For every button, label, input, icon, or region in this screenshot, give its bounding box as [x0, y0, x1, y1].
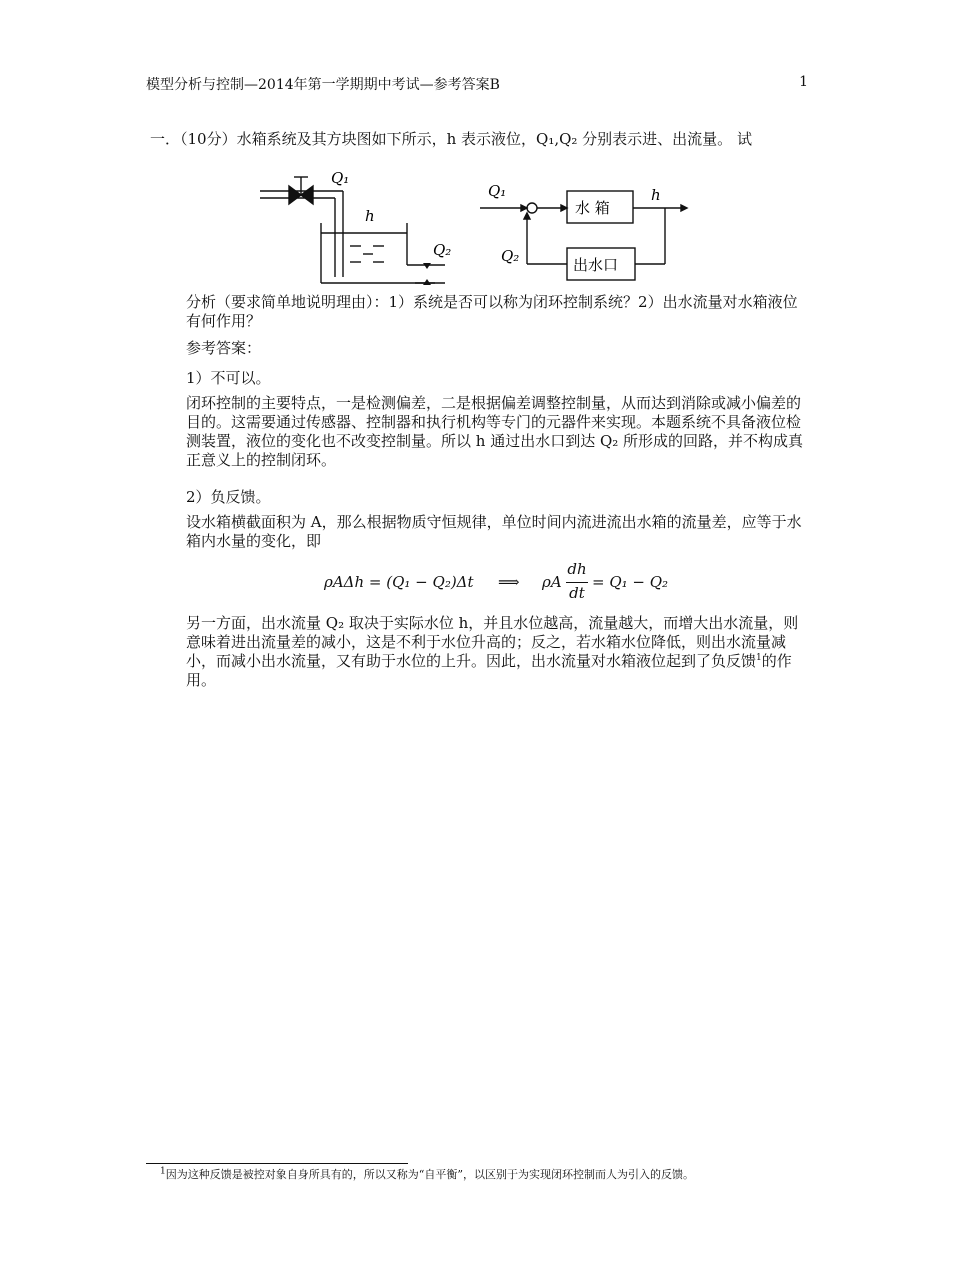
- tank-outflow-label: Q₂: [433, 241, 452, 259]
- tank-block-label: 水 箱: [575, 199, 610, 217]
- footnote-mark: 1: [160, 1166, 166, 1177]
- conclusion-text: 另一方面，出水流量 Q₂ 取决于实际水位 h，并且水位越高，流量越大，而增大出水流量，则意味着进出流量差的减小，这是不利于水位升高的；反之，若水箱水位降低，则出水流量减小，而减小出水流量，又有助于水位的上升。因此，出水流量对水箱液位起到了负反馈: [186, 614, 799, 670]
- equation-implies: ⟹: [498, 573, 520, 591]
- page-number: 1: [799, 74, 808, 90]
- page-header: [146, 74, 808, 98]
- equation: [320, 560, 720, 606]
- equation-fraction-bar: [566, 582, 588, 583]
- answer-part2-label: 2）负反馈。: [186, 488, 271, 506]
- tank-level-label: h: [365, 207, 375, 225]
- conclusion-ending: 的作用。: [186, 652, 792, 689]
- equation-fraction-denominator: dt: [569, 584, 585, 602]
- equation-right-prefix: ρA: [542, 573, 562, 591]
- block-input-label: Q₁: [488, 182, 507, 200]
- answer-part1-label: 1）不可以。: [186, 369, 271, 387]
- answer-part1-text: 闭环控制的主要特点，一是检测偏差，二是根据偏差调整控制量，从而达到消除或减小偏差的目的。这需要通过传感器、控制器和执行机构等专门的元器件来实现。本题系统不具备液位检测装置，液位的变化也不改变控制量。所以 h 通过出水口到达 Q₂ 所形成的回路，并不构成真正意义上的控制闭环。: [186, 394, 804, 469]
- footnote-reference[interactable]: 1: [756, 653, 762, 663]
- tank-inflow-label: Q₁: [331, 169, 350, 187]
- header-title: 模型分析与控制—2014年第一学期期中考试—参考答案B: [146, 77, 500, 93]
- footnote-rule: [146, 1163, 408, 1164]
- water-tank-figure: [255, 165, 705, 290]
- tank-schematic: [260, 177, 445, 285]
- footnote-text: 因为这种反馈是被控对象自身所具有的，所以又称为“自平衡”，以区别于为实现闭环控制而人为引入的反馈。: [165, 1168, 694, 1181]
- answer-part2-text: 设水箱横截面积为 A，那么根据物质守恒规律，单位时间内流进流出水箱的流量差，应等于水箱内水量的变化，即: [186, 513, 802, 550]
- outlet-valve-icon: [423, 263, 431, 269]
- answer-part2-conclusion: [186, 614, 806, 690]
- equation-left: ρAΔh = (Q₁ − Q₂)Δt: [324, 573, 474, 591]
- block-feedback-label: Q₂: [501, 247, 520, 265]
- outlet-block-label: 出水口: [573, 256, 619, 274]
- footnote: [160, 1168, 820, 1182]
- valve-icon: [289, 186, 301, 204]
- equation-fraction-numerator: dh: [567, 560, 587, 578]
- question-intro: 一．（10分）水箱系统及其方块图如下所示，h 表示液位，Q₁,Q₂ 分别表示进、出流量。 试: [150, 130, 752, 148]
- answer-heading: 参考答案：: [186, 339, 262, 357]
- question-continuation: 分析（要求简单地说明理由）：1）系统是否可以称为闭环控制系统？2）出水流量对水箱液位有何作用？: [186, 293, 798, 330]
- equation-right-suffix: = Q₁ − Q₂: [592, 573, 669, 591]
- tank-and-block-diagram: [255, 165, 705, 290]
- block-output-label: h: [651, 186, 661, 204]
